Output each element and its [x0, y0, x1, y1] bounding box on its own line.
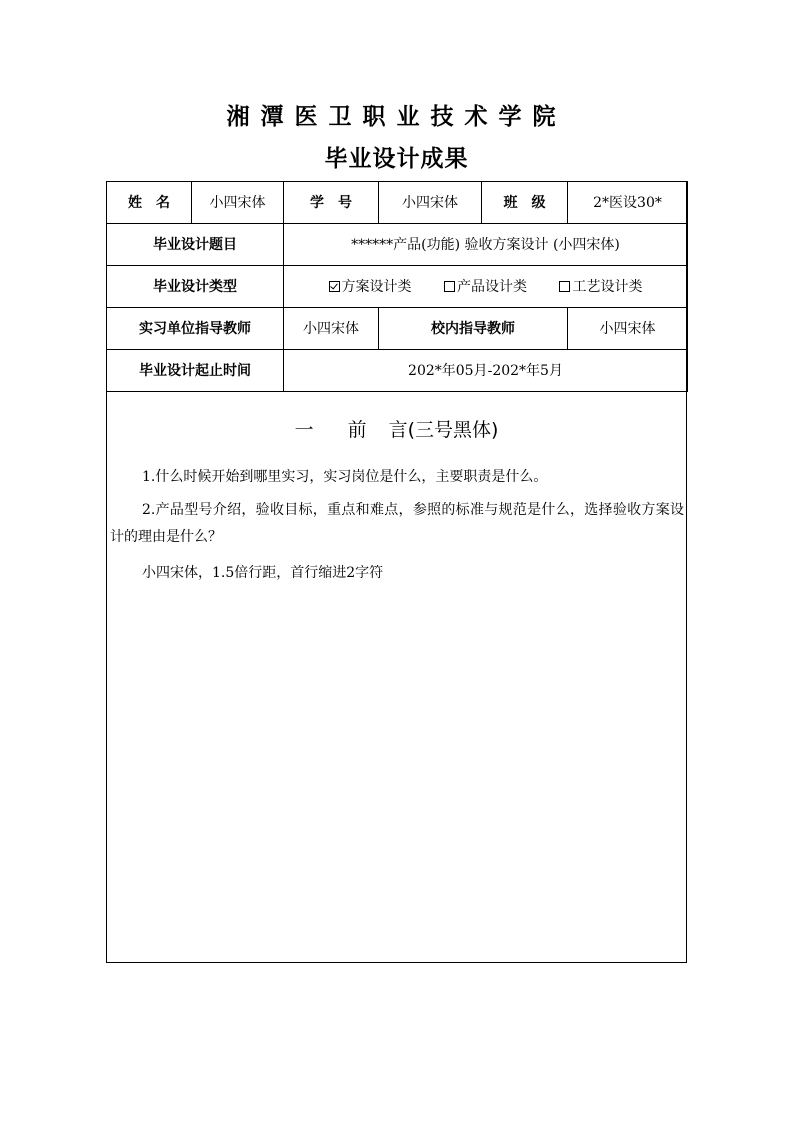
section-heading: [106, 417, 687, 443]
info-row-student: [107, 182, 688, 224]
internal-teacher-value[interactable]: 小四宋体: [568, 308, 688, 350]
info-row-topic: [107, 224, 688, 266]
option-scheme-design[interactable]: [329, 278, 412, 296]
class-label: 班级: [482, 182, 568, 224]
info-row-type: [107, 266, 688, 308]
topic-label: 毕业设计题目: [107, 224, 284, 266]
design-type-options: [284, 266, 688, 308]
paragraph-3[interactable]: 小四宋体，1.5倍行距，首行缩进2字符: [142, 565, 384, 581]
school-name: 湘潭医卫职业技术学院: [226, 104, 567, 130]
checkbox-icon[interactable]: [444, 281, 455, 292]
document-title: 毕业设计成果: [324, 146, 469, 172]
option-label: 工艺设计类: [572, 278, 643, 295]
option-process-design[interactable]: [559, 278, 642, 296]
section-word-1: 前: [347, 419, 367, 441]
period-label: 毕业设计起止时间: [107, 350, 284, 392]
checked-box-icon[interactable]: [329, 281, 340, 292]
section-number: 一: [294, 419, 314, 441]
student-id-label: 学号: [284, 182, 379, 224]
external-teacher-value[interactable]: 小四宋体: [284, 308, 379, 350]
option-product-design[interactable]: [444, 278, 527, 296]
class-value[interactable]: 2*医设30*: [568, 182, 688, 224]
option-label: 方案设计类: [341, 278, 412, 295]
name-label: 姓名: [107, 182, 192, 224]
external-teacher-label: 实习单位指导教师: [107, 308, 284, 350]
name-value[interactable]: 小四宋体: [192, 182, 284, 224]
info-row-period: [107, 350, 688, 392]
period-value[interactable]: 202*年05月-202*年5月: [284, 350, 688, 392]
design-type-label: 毕业设计类型: [107, 266, 284, 308]
internal-teacher-label: 校内指导教师: [379, 308, 568, 350]
checkbox-icon[interactable]: [559, 281, 570, 292]
paragraph-2[interactable]: 2.产品型号介绍，验收目标，重点和难点，参照的标准与规范是什么，选择验收方案设计的理由是什么？: [110, 502, 684, 545]
student-id-value[interactable]: 小四宋体: [379, 182, 482, 224]
topic-value[interactable]: ******产品(功能) 验收方案设计 (小四宋体): [284, 224, 688, 266]
info-table: [106, 181, 688, 392]
section-note: (三号黑体): [407, 419, 499, 441]
paragraph-1[interactable]: 1.什么时候开始到哪里实习，实习岗位是什么，主要职责是什么。: [142, 469, 548, 485]
option-label: 产品设计类: [457, 278, 527, 295]
section-word-2: 言: [388, 419, 408, 441]
info-row-teachers: [107, 308, 688, 350]
